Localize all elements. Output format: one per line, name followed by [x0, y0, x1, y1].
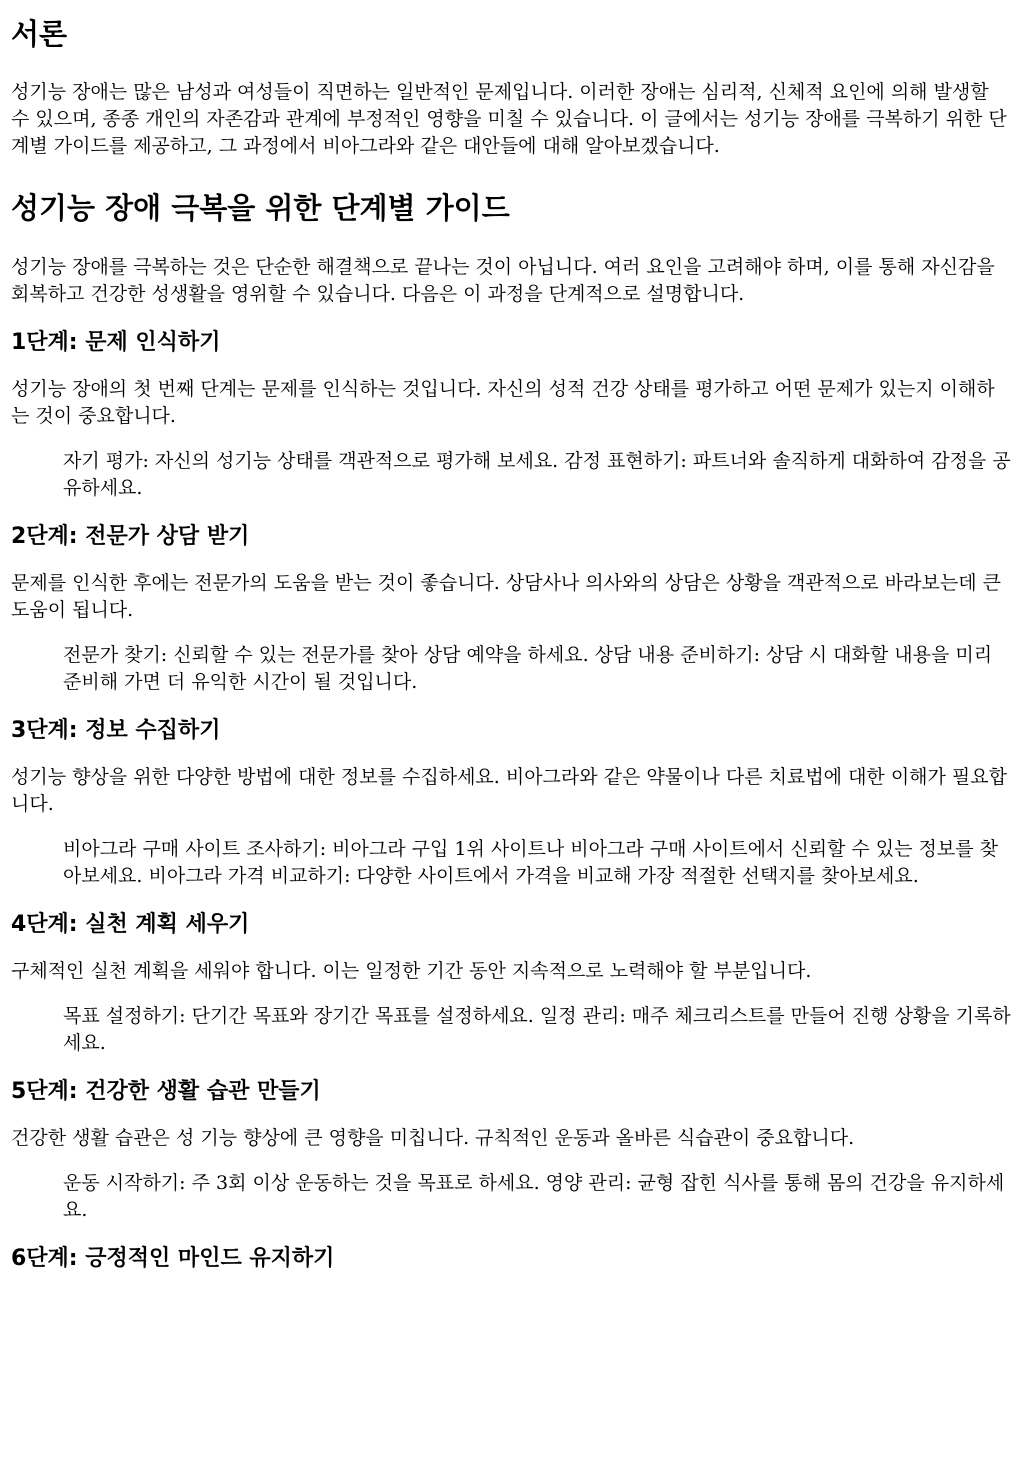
- step-5-paragraph: 건강한 생활 습관은 성 기능 향상에 큰 영향을 미칩니다. 규칙적인 운동과 올바른 식습관이 중요합니다.: [11, 1127, 855, 1149]
- guide-paragraph: 성기능 장애를 극복하는 것은 단순한 해결책으로 끝나는 것이 아닙니다. 여러 요인을 고려해야 하며, 이를 통해 자신감을 회복하고 건강한 성생활을 영위할 수 있습니다. 다음은 이 과정을 단계적으로 설명합니다.: [11, 256, 995, 305]
- step-5-section: [11, 1077, 1012, 1224]
- intro-heading: 서론: [11, 17, 68, 51]
- step-2-paragraph: 문제를 인식한 후에는 전문가의 도움을 받는 것이 좋습니다. 상담사나 의사와의 상담은 상황을 객관적으로 바라보는데 큰 도움이 됩니다.: [11, 572, 1001, 621]
- step-3-heading: 3단계: 정보 수집하기: [11, 718, 221, 743]
- step-1-paragraph: 성기능 장애의 첫 번째 단계는 문제를 인식하는 것입니다. 자신의 성적 건강 상태를 평가하고 어떤 문제가 있는지 이해하는 것이 중요합니다.: [11, 378, 995, 427]
- step-5-tips: 운동 시작하기: 주 3회 이상 운동하는 것을 목표로 하세요. 영양 관리: 균형 잡힌 식사를 통해 몸의 건강을 유지하세요.: [63, 1172, 1005, 1221]
- intro-paragraph: 성기능 장애는 많은 남성과 여성들이 직면하는 일반적인 문제입니다. 이러한 장애는 심리적, 신체적 요인에 의해 발생할 수 있으며, 종종 개인의 자존감과 관계에 부정적인 영향을 미칠 수 있습니다. 이 글에서는 성기능 장애를 극복하기 위한 단계별 가이드를 제공하고, 그 과정에서 비아그라와 같은 대안들에 대해 알아보겠습니다.: [11, 81, 1007, 157]
- step-3-paragraph: 성기능 향상을 위한 다양한 방법에 대한 정보를 수집하세요. 비아그라와 같은 약물이나 다른 치료법에 대한 이해가 필요합니다.: [11, 766, 1007, 815]
- step-2-tips: 전문가 찾기: 신뢰할 수 있는 전문가를 찾아 상담 예약을 하세요. 상담 내용 준비하기: 상담 시 대화할 내용을 미리 준비해 가면 더 유익한 시간이 될 것입니다.: [63, 644, 993, 693]
- step-4-paragraph: 구체적인 실천 계획을 세워야 합니다. 이는 일정한 기간 동안 지속적으로 노력해야 할 부분입니다.: [11, 960, 812, 982]
- step-2-heading: 2단계: 전문가 상담 받기: [11, 524, 250, 549]
- step-1-tips: 자기 평가: 자신의 성기능 상태를 객관적으로 평가해 보세요. 감정 표현하기: 파트너와 솔직하게 대화하여 감정을 공유하세요.: [63, 450, 1011, 499]
- step-3-section: [11, 716, 1012, 890]
- step-6-heading: 6단계: 긍정적인 마인드 유지하기: [11, 1246, 335, 1271]
- step-4-heading: 4단계: 실천 계획 세우기: [11, 912, 250, 937]
- step-5-heading: 5단계: 건강한 생활 습관 만들기: [11, 1079, 321, 1104]
- guide-heading: 성기능 장애 극복을 위한 단계별 가이드: [11, 191, 510, 225]
- step-1-heading: 1단계: 문제 인식하기: [11, 330, 221, 355]
- step-2-section: [11, 522, 1012, 696]
- step-4-tips: 목표 설정하기: 단기간 목표와 장기간 목표를 설정하세요. 일정 관리: 매주 체크리스트를 만들어 진행 상황을 기록하세요.: [63, 1005, 1011, 1054]
- step-1-section: [11, 328, 1012, 502]
- step-3-tips: 비아그라 구매 사이트 조사하기: 비아그라 구입 1위 사이트나 비아그라 구매 사이트에서 신뢰할 수 있는 정보를 찾아보세요. 비아그라 가격 비교하기: 다양한 사이트에서 가격을 비교해 가장 적절한 선택지를 찾아보세요.: [63, 838, 999, 887]
- step-4-section: [11, 910, 1012, 1057]
- step-6-section: [11, 1244, 1012, 1274]
